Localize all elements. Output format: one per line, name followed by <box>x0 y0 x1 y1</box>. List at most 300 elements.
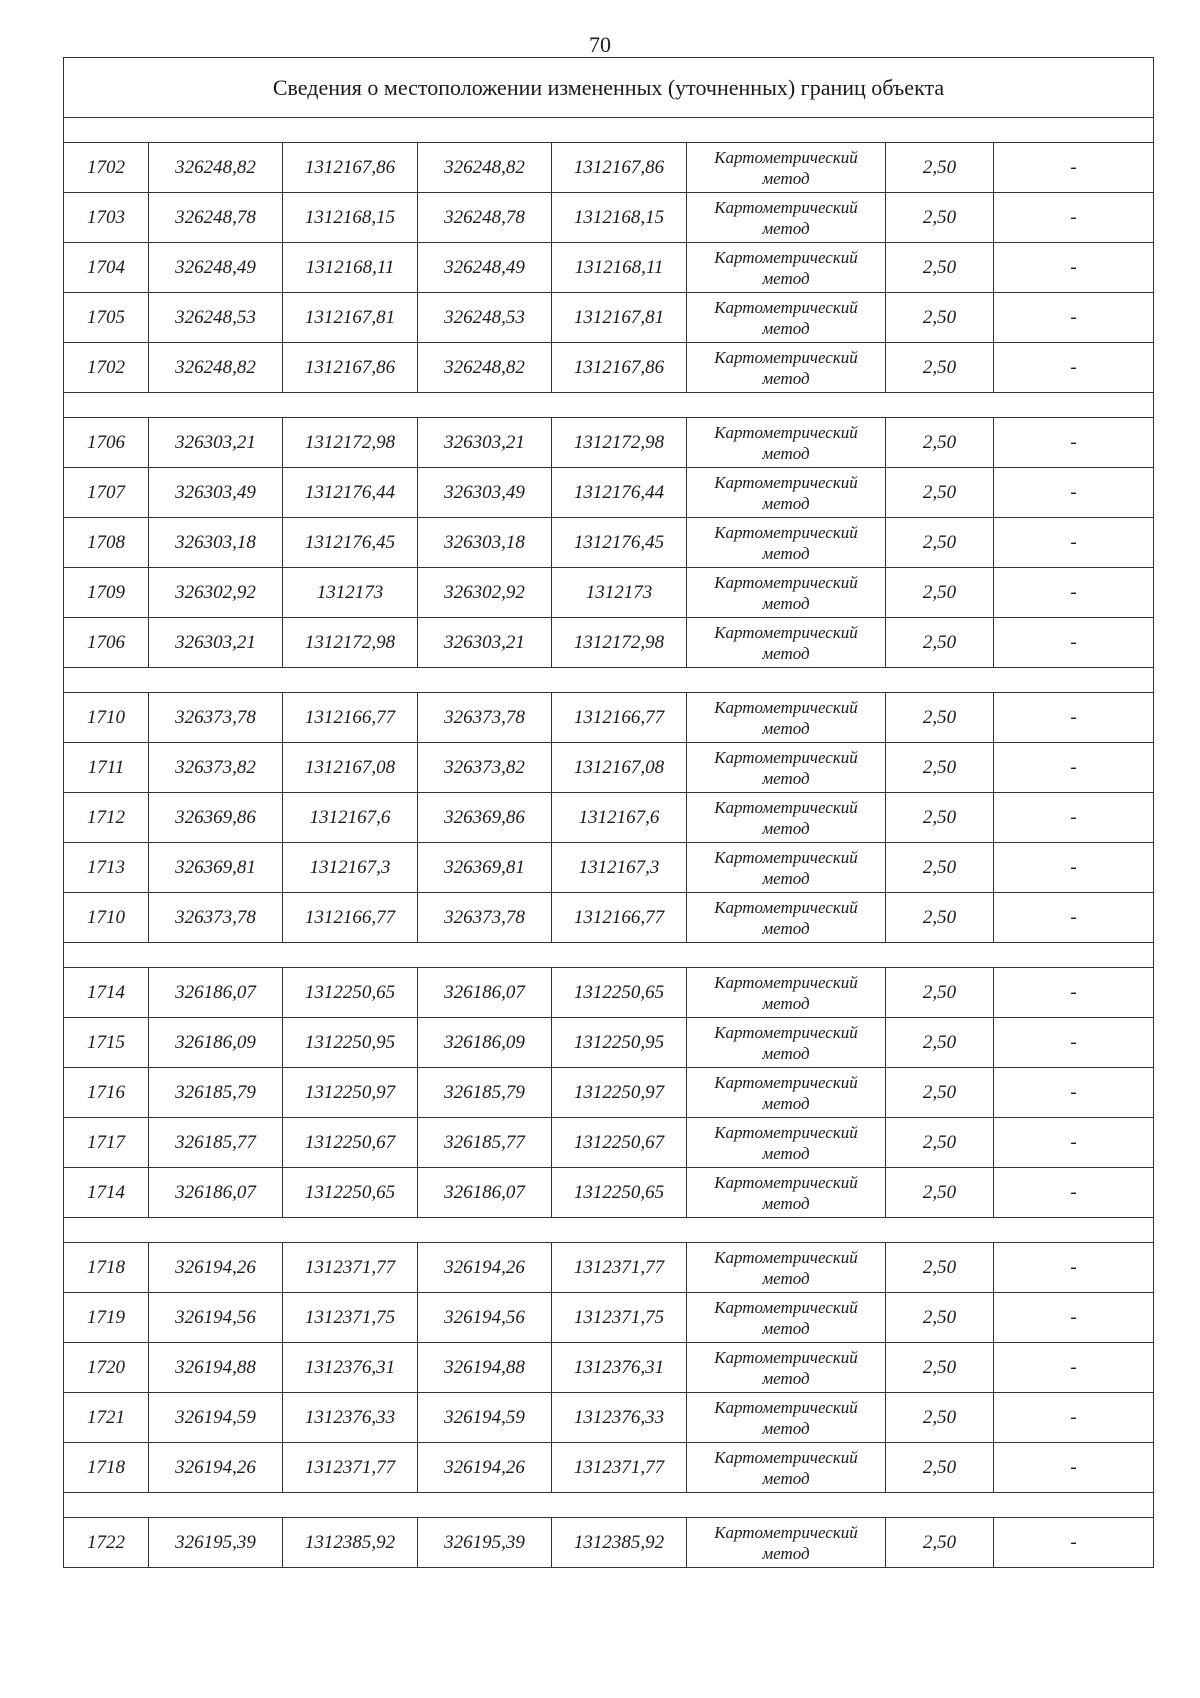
method-line-2: метод <box>762 768 810 788</box>
new-x-cell: 326303,21 <box>418 618 552 668</box>
existing-x-cell: 326248,53 <box>149 293 283 343</box>
existing-x-cell: 326194,26 <box>149 1243 283 1293</box>
method-cell <box>687 618 886 668</box>
table-row <box>64 518 1154 568</box>
group-separator-row <box>64 668 1154 693</box>
method-line-2: метод <box>762 718 810 738</box>
method-line-2: метод <box>762 218 810 238</box>
note-cell: - <box>994 1343 1154 1393</box>
existing-y-cell: 1312371,75 <box>283 1293 418 1343</box>
new-y-cell: 1312167,86 <box>552 343 687 393</box>
method-line-2: метод <box>762 1418 810 1438</box>
point-number-cell: 1711 <box>64 743 149 793</box>
new-y-cell: 1312250,65 <box>552 968 687 1018</box>
method-line-2: метод <box>762 1368 810 1388</box>
new-y-cell: 1312166,77 <box>552 893 687 943</box>
existing-x-cell: 326195,39 <box>149 1518 283 1568</box>
method-line-1: Картометрический <box>714 1522 858 1542</box>
note-cell: - <box>994 793 1154 843</box>
method-line-1: Картометрический <box>714 422 858 442</box>
existing-x-cell: 326194,88 <box>149 1343 283 1393</box>
group-separator-cell <box>64 1218 1154 1243</box>
existing-x-cell: 326248,82 <box>149 343 283 393</box>
group-separator-cell <box>64 118 1154 143</box>
accuracy-cell: 2,50 <box>886 418 994 468</box>
group-separator-cell <box>64 668 1154 693</box>
method-line-1: Картометрический <box>714 1072 858 1092</box>
existing-y-cell: 1312250,67 <box>283 1118 418 1168</box>
new-y-cell: 1312172,98 <box>552 418 687 468</box>
table-row <box>64 693 1154 743</box>
point-number-cell: 1710 <box>64 893 149 943</box>
table-body <box>64 58 1154 1568</box>
existing-y-cell: 1312173 <box>283 568 418 618</box>
table-row <box>64 343 1154 393</box>
point-number-cell: 1719 <box>64 1293 149 1343</box>
method-line-1: Картометрический <box>714 1172 858 1192</box>
new-y-cell: 1312168,15 <box>552 193 687 243</box>
method-line-1: Картометрический <box>714 147 858 167</box>
method-line-1: Картометрический <box>714 972 858 992</box>
point-number-cell: 1705 <box>64 293 149 343</box>
point-number-cell: 1721 <box>64 1393 149 1443</box>
table-row <box>64 418 1154 468</box>
table-row <box>64 1018 1154 1068</box>
existing-x-cell: 326373,78 <box>149 693 283 743</box>
existing-y-cell: 1312250,65 <box>283 1168 418 1218</box>
existing-x-cell: 326194,59 <box>149 1393 283 1443</box>
accuracy-cell: 2,50 <box>886 1443 994 1493</box>
method-line-2: метод <box>762 268 810 288</box>
note-cell: - <box>994 843 1154 893</box>
note-cell: - <box>994 293 1154 343</box>
method-line-2: метод <box>762 168 810 188</box>
existing-x-cell: 326185,79 <box>149 1068 283 1118</box>
new-y-cell: 1312167,86 <box>552 143 687 193</box>
new-x-cell: 326248,49 <box>418 243 552 293</box>
note-cell: - <box>994 193 1154 243</box>
page-number: 70 <box>589 32 611 57</box>
new-x-cell: 326186,07 <box>418 968 552 1018</box>
new-x-cell: 326373,78 <box>418 893 552 943</box>
existing-y-cell: 1312167,86 <box>283 343 418 393</box>
accuracy-cell: 2,50 <box>886 193 994 243</box>
note-cell: - <box>994 568 1154 618</box>
table-row <box>64 1168 1154 1218</box>
new-y-cell: 1312371,77 <box>552 1243 687 1293</box>
existing-x-cell: 326303,21 <box>149 618 283 668</box>
new-x-cell: 326194,26 <box>418 1243 552 1293</box>
existing-y-cell: 1312371,77 <box>283 1443 418 1493</box>
table-row <box>64 743 1154 793</box>
point-number-cell: 1718 <box>64 1443 149 1493</box>
point-number-cell: 1709 <box>64 568 149 618</box>
method-cell <box>687 1518 886 1568</box>
table-row <box>64 1393 1154 1443</box>
accuracy-cell: 2,50 <box>886 1343 994 1393</box>
existing-x-cell: 326248,49 <box>149 243 283 293</box>
method-cell <box>687 1393 886 1443</box>
new-x-cell: 326303,49 <box>418 468 552 518</box>
method-cell <box>687 1243 886 1293</box>
new-x-cell: 326302,92 <box>418 568 552 618</box>
method-line-1: Картометрический <box>714 347 858 367</box>
note-cell: - <box>994 1293 1154 1343</box>
accuracy-cell: 2,50 <box>886 1118 994 1168</box>
point-number-cell: 1703 <box>64 193 149 243</box>
table-row <box>64 568 1154 618</box>
method-cell <box>687 693 886 743</box>
existing-x-cell: 326303,18 <box>149 518 283 568</box>
new-y-cell: 1312376,31 <box>552 1343 687 1393</box>
existing-x-cell: 326185,77 <box>149 1118 283 1168</box>
method-line-2: метод <box>762 443 810 463</box>
existing-y-cell: 1312166,77 <box>283 893 418 943</box>
method-line-1: Картометрический <box>714 697 858 717</box>
point-number-cell: 1710 <box>64 693 149 743</box>
new-x-cell: 326248,82 <box>418 343 552 393</box>
existing-y-cell: 1312167,08 <box>283 743 418 793</box>
method-line-1: Картометрический <box>714 1447 858 1467</box>
new-x-cell: 326186,09 <box>418 1018 552 1068</box>
method-cell <box>687 243 886 293</box>
new-x-cell: 326194,59 <box>418 1393 552 1443</box>
accuracy-cell: 2,50 <box>886 1393 994 1443</box>
point-number-cell: 1706 <box>64 618 149 668</box>
method-line-2: метод <box>762 368 810 388</box>
table-row <box>64 893 1154 943</box>
existing-x-cell: 326373,82 <box>149 743 283 793</box>
accuracy-cell: 2,50 <box>886 143 994 193</box>
existing-y-cell: 1312167,6 <box>283 793 418 843</box>
point-number-cell: 1704 <box>64 243 149 293</box>
method-line-2: метод <box>762 1268 810 1288</box>
group-separator-cell <box>64 393 1154 418</box>
group-separator-row <box>64 1493 1154 1518</box>
accuracy-cell: 2,50 <box>886 468 994 518</box>
accuracy-cell: 2,50 <box>886 968 994 1018</box>
accuracy-cell: 2,50 <box>886 793 994 843</box>
group-separator-row <box>64 943 1154 968</box>
accuracy-cell: 2,50 <box>886 743 994 793</box>
method-cell <box>687 193 886 243</box>
method-cell <box>687 793 886 843</box>
new-y-cell: 1312250,97 <box>552 1068 687 1118</box>
accuracy-cell: 2,50 <box>886 893 994 943</box>
note-cell: - <box>994 1118 1154 1168</box>
table-row <box>64 1293 1154 1343</box>
existing-y-cell: 1312176,45 <box>283 518 418 568</box>
method-line-1: Картометрический <box>714 847 858 867</box>
existing-x-cell: 326373,78 <box>149 893 283 943</box>
table-row <box>64 618 1154 668</box>
existing-x-cell: 326369,81 <box>149 843 283 893</box>
group-separator-cell <box>64 943 1154 968</box>
method-cell <box>687 1118 886 1168</box>
method-line-1: Картометрический <box>714 1297 858 1317</box>
table-row <box>64 968 1154 1018</box>
existing-x-cell: 326303,49 <box>149 468 283 518</box>
note-cell: - <box>994 343 1154 393</box>
new-y-cell: 1312371,75 <box>552 1293 687 1343</box>
group-separator-cell <box>64 1493 1154 1518</box>
new-x-cell: 326373,78 <box>418 693 552 743</box>
new-x-cell: 326303,21 <box>418 418 552 468</box>
existing-x-cell: 326186,07 <box>149 1168 283 1218</box>
new-y-cell: 1312173 <box>552 568 687 618</box>
method-line-1: Картометрический <box>714 1122 858 1142</box>
method-line-2: метод <box>762 493 810 513</box>
method-line-2: метод <box>762 1093 810 1113</box>
point-number-cell: 1707 <box>64 468 149 518</box>
point-number-cell: 1717 <box>64 1118 149 1168</box>
note-cell: - <box>994 243 1154 293</box>
new-x-cell: 326195,39 <box>418 1518 552 1568</box>
table-row <box>64 843 1154 893</box>
point-number-cell: 1716 <box>64 1068 149 1118</box>
method-line-2: метод <box>762 1543 810 1563</box>
table-title-row <box>64 58 1154 118</box>
existing-x-cell: 326303,21 <box>149 418 283 468</box>
method-cell <box>687 518 886 568</box>
method-line-2: метод <box>762 1193 810 1213</box>
existing-y-cell: 1312376,33 <box>283 1393 418 1443</box>
new-y-cell: 1312176,44 <box>552 468 687 518</box>
new-x-cell: 326248,82 <box>418 143 552 193</box>
accuracy-cell: 2,50 <box>886 1243 994 1293</box>
new-x-cell: 326369,86 <box>418 793 552 843</box>
table-row <box>64 1343 1154 1393</box>
note-cell: - <box>994 1168 1154 1218</box>
point-number-cell: 1706 <box>64 418 149 468</box>
method-line-2: метод <box>762 543 810 563</box>
group-separator-row <box>64 393 1154 418</box>
table-row <box>64 793 1154 843</box>
method-line-1: Картометрический <box>714 1247 858 1267</box>
new-x-cell: 326185,79 <box>418 1068 552 1118</box>
note-cell: - <box>994 1068 1154 1118</box>
table-title: Сведения о местоположении измененных (уточненных) границ объекта <box>64 58 1154 118</box>
method-line-1: Картометрический <box>714 1397 858 1417</box>
method-line-2: метод <box>762 1318 810 1338</box>
point-number-cell: 1702 <box>64 343 149 393</box>
point-number-cell: 1714 <box>64 1168 149 1218</box>
method-line-1: Картометрический <box>714 797 858 817</box>
new-y-cell: 1312250,95 <box>552 1018 687 1068</box>
method-cell <box>687 1168 886 1218</box>
existing-y-cell: 1312168,15 <box>283 193 418 243</box>
table-row <box>64 143 1154 193</box>
point-number-cell: 1702 <box>64 143 149 193</box>
point-number-cell: 1722 <box>64 1518 149 1568</box>
method-line-2: метод <box>762 993 810 1013</box>
new-x-cell: 326248,78 <box>418 193 552 243</box>
new-y-cell: 1312250,67 <box>552 1118 687 1168</box>
accuracy-cell: 2,50 <box>886 243 994 293</box>
note-cell: - <box>994 468 1154 518</box>
accuracy-cell: 2,50 <box>886 618 994 668</box>
method-line-1: Картометрический <box>714 897 858 917</box>
method-line-2: метод <box>762 1143 810 1163</box>
method-line-1: Картометрический <box>714 247 858 267</box>
method-line-2: метод <box>762 1043 810 1063</box>
new-x-cell: 326194,88 <box>418 1343 552 1393</box>
existing-y-cell: 1312167,86 <box>283 143 418 193</box>
accuracy-cell: 2,50 <box>886 1518 994 1568</box>
existing-x-cell: 326248,82 <box>149 143 283 193</box>
table-row <box>64 1118 1154 1168</box>
existing-x-cell: 326194,56 <box>149 1293 283 1343</box>
new-x-cell: 326194,56 <box>418 1293 552 1343</box>
existing-y-cell: 1312250,97 <box>283 1068 418 1118</box>
method-cell <box>687 1068 886 1118</box>
new-y-cell: 1312167,6 <box>552 793 687 843</box>
point-number-cell: 1715 <box>64 1018 149 1068</box>
method-line-1: Картометрический <box>714 1022 858 1042</box>
existing-y-cell: 1312168,11 <box>283 243 418 293</box>
table-row <box>64 193 1154 243</box>
group-separator-row <box>64 118 1154 143</box>
method-cell <box>687 743 886 793</box>
method-line-1: Картометрический <box>714 747 858 767</box>
existing-x-cell: 326302,92 <box>149 568 283 618</box>
note-cell: - <box>994 1518 1154 1568</box>
accuracy-cell: 2,50 <box>886 343 994 393</box>
new-y-cell: 1312167,08 <box>552 743 687 793</box>
existing-x-cell: 326369,86 <box>149 793 283 843</box>
table-row <box>64 468 1154 518</box>
note-cell: - <box>994 1443 1154 1493</box>
note-cell: - <box>994 968 1154 1018</box>
method-line-2: метод <box>762 318 810 338</box>
table-row <box>64 243 1154 293</box>
method-line-2: метод <box>762 1468 810 1488</box>
accuracy-cell: 2,50 <box>886 1068 994 1118</box>
existing-y-cell: 1312371,77 <box>283 1243 418 1293</box>
method-line-1: Картометрический <box>714 297 858 317</box>
method-line-1: Картометрический <box>714 622 858 642</box>
existing-y-cell: 1312172,98 <box>283 418 418 468</box>
accuracy-cell: 2,50 <box>886 843 994 893</box>
new-x-cell: 326248,53 <box>418 293 552 343</box>
note-cell: - <box>994 418 1154 468</box>
note-cell: - <box>994 893 1154 943</box>
note-cell: - <box>994 1018 1154 1068</box>
method-cell <box>687 1443 886 1493</box>
existing-x-cell: 326186,09 <box>149 1018 283 1068</box>
new-x-cell: 326185,77 <box>418 1118 552 1168</box>
method-cell <box>687 1343 886 1393</box>
existing-y-cell: 1312176,44 <box>283 468 418 518</box>
method-cell <box>687 1293 886 1343</box>
method-cell <box>687 843 886 893</box>
table-row <box>64 1068 1154 1118</box>
existing-y-cell: 1312250,95 <box>283 1018 418 1068</box>
note-cell: - <box>994 1243 1154 1293</box>
note-cell: - <box>994 743 1154 793</box>
method-cell <box>687 893 886 943</box>
method-line-2: метод <box>762 868 810 888</box>
new-y-cell: 1312172,98 <box>552 618 687 668</box>
method-cell <box>687 418 886 468</box>
new-y-cell: 1312376,33 <box>552 1393 687 1443</box>
method-cell <box>687 968 886 1018</box>
boundary-coordinates-table <box>63 57 1154 1568</box>
method-cell <box>687 143 886 193</box>
method-line-1: Картометрический <box>714 572 858 592</box>
method-line-1: Картометрический <box>714 197 858 217</box>
new-y-cell: 1312168,11 <box>552 243 687 293</box>
method-cell <box>687 1018 886 1068</box>
existing-y-cell: 1312167,3 <box>283 843 418 893</box>
method-cell <box>687 568 886 618</box>
new-y-cell: 1312167,3 <box>552 843 687 893</box>
method-cell <box>687 343 886 393</box>
group-separator-row <box>64 1218 1154 1243</box>
note-cell: - <box>994 143 1154 193</box>
new-x-cell: 326369,81 <box>418 843 552 893</box>
existing-x-cell: 326248,78 <box>149 193 283 243</box>
existing-y-cell: 1312250,65 <box>283 968 418 1018</box>
method-line-1: Картометрический <box>714 1347 858 1367</box>
method-line-2: метод <box>762 593 810 613</box>
accuracy-cell: 2,50 <box>886 293 994 343</box>
existing-y-cell: 1312167,81 <box>283 293 418 343</box>
method-line-1: Картометрический <box>714 472 858 492</box>
new-y-cell: 1312176,45 <box>552 518 687 568</box>
new-y-cell: 1312167,81 <box>552 293 687 343</box>
existing-y-cell: 1312385,92 <box>283 1518 418 1568</box>
point-number-cell: 1718 <box>64 1243 149 1293</box>
accuracy-cell: 2,50 <box>886 568 994 618</box>
new-y-cell: 1312385,92 <box>552 1518 687 1568</box>
method-line-2: метод <box>762 818 810 838</box>
accuracy-cell: 2,50 <box>886 518 994 568</box>
method-line-1: Картометрический <box>714 522 858 542</box>
table-row <box>64 293 1154 343</box>
method-cell <box>687 293 886 343</box>
new-y-cell: 1312250,65 <box>552 1168 687 1218</box>
point-number-cell: 1714 <box>64 968 149 1018</box>
table-row <box>64 1518 1154 1568</box>
note-cell: - <box>994 618 1154 668</box>
new-x-cell: 326303,18 <box>418 518 552 568</box>
existing-y-cell: 1312172,98 <box>283 618 418 668</box>
new-x-cell: 326194,26 <box>418 1443 552 1493</box>
accuracy-cell: 2,50 <box>886 1018 994 1068</box>
method-line-2: метод <box>762 918 810 938</box>
existing-y-cell: 1312376,31 <box>283 1343 418 1393</box>
new-y-cell: 1312371,77 <box>552 1443 687 1493</box>
method-cell <box>687 468 886 518</box>
note-cell: - <box>994 518 1154 568</box>
point-number-cell: 1712 <box>64 793 149 843</box>
new-x-cell: 326186,07 <box>418 1168 552 1218</box>
accuracy-cell: 2,50 <box>886 1168 994 1218</box>
table-row <box>64 1243 1154 1293</box>
new-x-cell: 326373,82 <box>418 743 552 793</box>
existing-y-cell: 1312166,77 <box>283 693 418 743</box>
note-cell: - <box>994 693 1154 743</box>
note-cell: - <box>994 1393 1154 1443</box>
point-number-cell: 1720 <box>64 1343 149 1393</box>
new-y-cell: 1312166,77 <box>552 693 687 743</box>
table-row <box>64 1443 1154 1493</box>
accuracy-cell: 2,50 <box>886 1293 994 1343</box>
point-number-cell: 1708 <box>64 518 149 568</box>
method-line-2: метод <box>762 643 810 663</box>
existing-x-cell: 326194,26 <box>149 1443 283 1493</box>
